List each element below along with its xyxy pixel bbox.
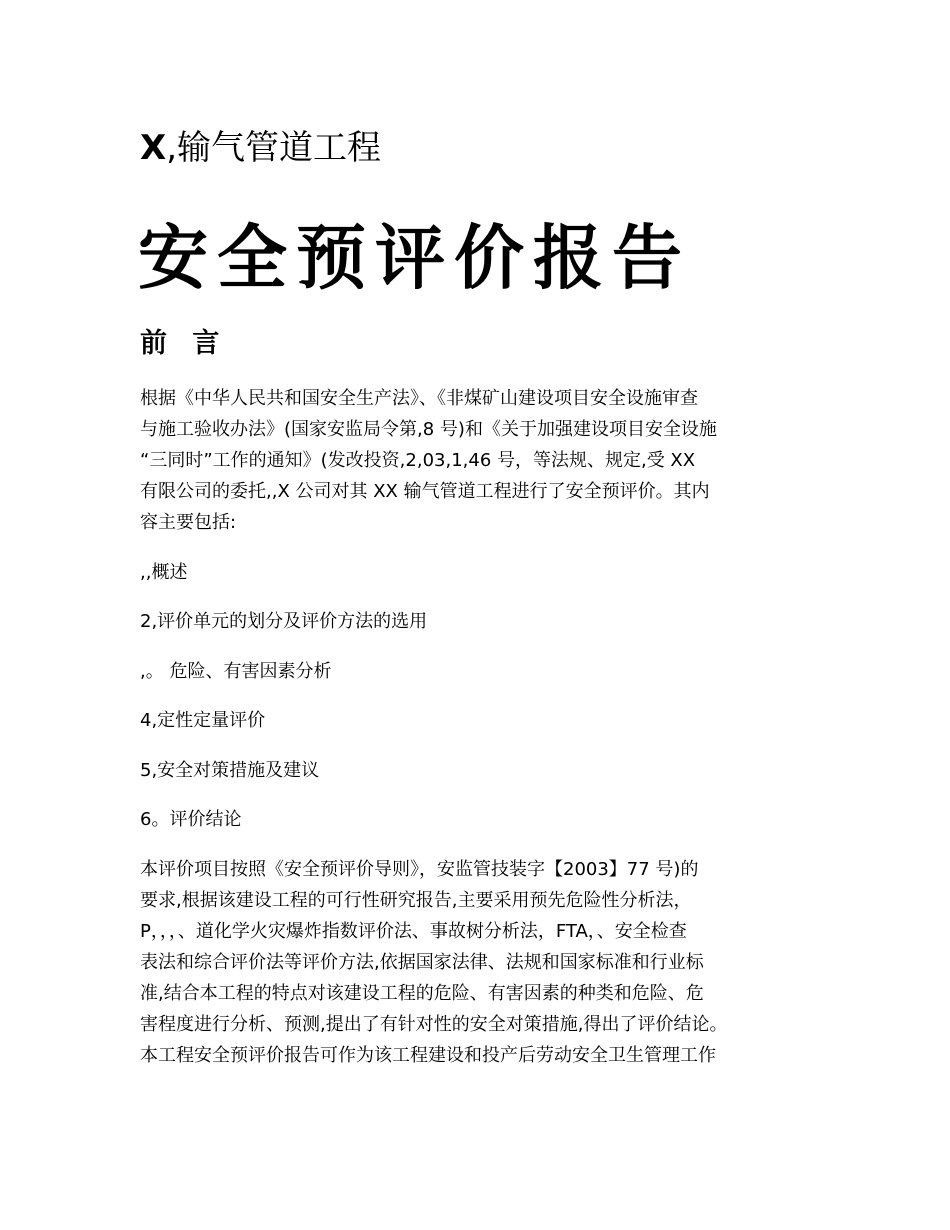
method-line: 本评价项目按照《安全预评价导则》，安监管技装字【2003】77 号)的	[140, 859, 699, 880]
intro-line: 与施工验收办法》(国家安监局令第,8 号)和《关于加强建设项目安全设施	[140, 419, 717, 440]
method-line: 要求,根据该建设工程的可行性研究报告,主要采用预先危险性分析法，	[140, 890, 692, 911]
method-paragraph	[140, 854, 820, 1071]
intro-line: 有限公司的委托,,X 公司对其 XX 输气管道工程进行了安全预评价。其内	[140, 481, 710, 502]
subtitle-lead: X	[140, 128, 167, 168]
intro-line: “三同时”工作的通知》(发改投资,2,03,1,46 号，等法规、规定,受 XX	[140, 450, 696, 471]
list-item: 6。评价结论	[140, 809, 242, 830]
list-item: 5,安全对策措施及建议	[140, 760, 320, 781]
method-line: 表法和综合评价法等评价方法,依据国家法律、法规和国家标准和行业标	[140, 952, 704, 973]
method-line: 本工程安全预评价报告可作为该工程建设和投产后劳动安全卫生管理工作	[140, 1045, 716, 1066]
intro-line: 容主要包括:	[140, 512, 237, 533]
list-item: ,,概述	[140, 562, 188, 583]
intro-line: 根据《中华人民共和国安全生产法》、《非煤矿山建设项目安全设施审查	[140, 388, 698, 409]
list-item: ,。 危险、有害因素分析	[140, 661, 332, 682]
list-item: 4,定性定量评价	[140, 710, 266, 731]
section-heading-preface: 前 言	[140, 328, 228, 359]
list-item: 2,评价单元的划分及评价方法的选用	[140, 611, 428, 632]
subtitle-rest: ,输气管道工程	[166, 128, 382, 168]
document-subtitle	[140, 124, 381, 172]
document-title: 安全预评价报告	[138, 217, 691, 299]
method-line: P，，，、道化学火灾爆炸指数评价法、事故树分析法，FTA，、安全检查	[140, 921, 687, 942]
method-line: 害程度进行分析、预测,提出了有针对性的安全对策措施,得出了评价结论。	[140, 1014, 728, 1035]
method-line: 准,结合本工程的特点对该建设工程的危险、有害因素的种类和危险、危	[140, 983, 704, 1004]
intro-paragraph	[140, 383, 820, 538]
